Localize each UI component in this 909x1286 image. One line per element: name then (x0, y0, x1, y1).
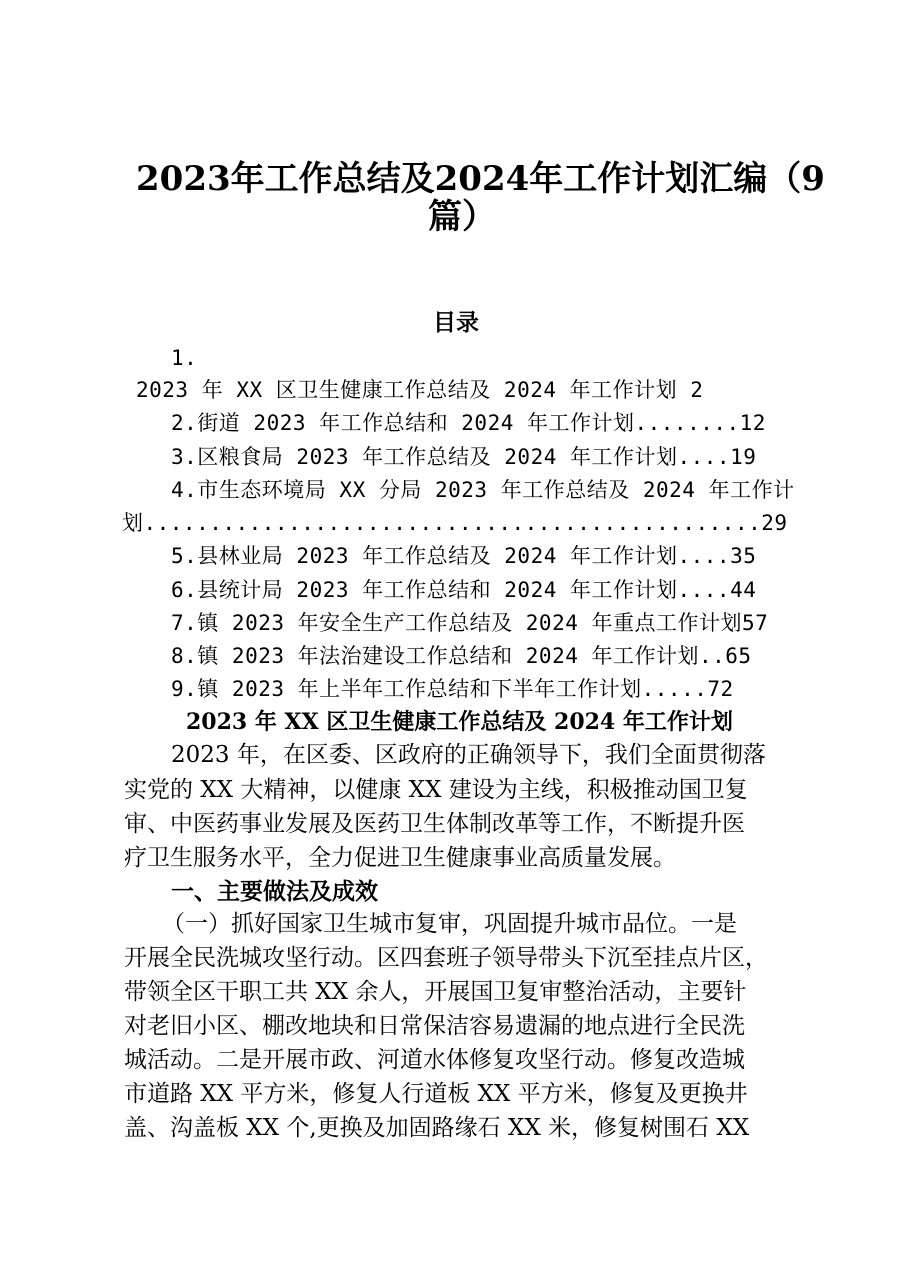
toc-item[interactable]: 6.县统计局 2023 年工作总结和 2024 年工作计划....44 (171, 578, 757, 602)
toc-item[interactable]: 8.镇 2023 年法治建设工作总结和 2024 年工作计划..65 (171, 644, 752, 668)
document-title-line-1: 2023年工作总结及2024年工作计划汇编（9 (136, 159, 825, 199)
paragraph-line: 带领全区干职工共 XX 余人，开展国卫复审整治活动，主要针 (124, 979, 747, 1005)
section-heading: 一、主要做法及成效 (171, 878, 378, 905)
paragraph-line: 城活动。二是开展市政、河道水体修复攻坚行动。修复改造城 (124, 1047, 745, 1073)
toc-item[interactable]: 7.镇 2023 年安全生产工作总结及 2024 年重点工作计划57 (171, 611, 769, 635)
paragraph-line: 实党的 XX 大精神，以健康 XX 建设为主线，积极推动国卫复 (124, 777, 748, 803)
toc-item[interactable]: 1. (171, 346, 198, 370)
paragraph-line: （一）抓好国家卫生城市复审，巩固提升城市品位。一是 (162, 911, 737, 937)
section-title: 2023 年 XX 区卫生健康工作总结及 2024 年工作计划 (186, 709, 733, 735)
toc-item[interactable]: 5.县林业局 2023 年工作总结及 2024 年工作计划....35 (171, 544, 757, 568)
toc-item[interactable]: 2.街道 2023 年工作总结和 2024 年工作计划........12 (171, 411, 766, 435)
toc-heading: 目录 (433, 309, 479, 336)
toc-item[interactable]: 2023 年 XX 区卫生健康工作总结及 2024 年工作计划 2 (136, 378, 704, 402)
paragraph-line: 开展全民洗城攻坚行动。区四套班子领导带头下沉至挂点片区， (124, 945, 768, 971)
paragraph-line: 市道路 XX 平方米，修复人行道板 XX 平方米，修复及更换井 (124, 1081, 748, 1107)
paragraph-line: 盖、沟盖板 XX 个,更换及加固路缘石 XX 米，修复树围石 XX (124, 1115, 750, 1141)
toc-item[interactable]: 3.区粮食局 2023 年工作总结及 2024 年工作计划....19 (171, 445, 757, 469)
toc-item[interactable]: 4.市生态环境局 XX 分局 2023 年工作总结及 2024 年工作计 (171, 478, 795, 502)
paragraph-line: 审、中医药事业发展及医药卫生体制改革等工作，不断提升医 (124, 811, 745, 837)
document-title-line-2: 篇） (428, 197, 496, 237)
toc-item[interactable]: 9.镇 2023 年上半年工作总结和下半年工作计划.....72 (171, 677, 734, 701)
paragraph-line: 2023 年，在区委、区政府的正确领导下，我们全面贯彻落 (171, 742, 766, 768)
paragraph-line: 对老旧小区、棚改地块和日常保洁容易遗漏的地点进行全民洗 (124, 1013, 745, 1039)
toc-item-continuation[interactable]: 划...............................................29 (122, 511, 788, 535)
paragraph-line: 疗卫生服务水平，全力促进卫生健康事业高质量发展。 (124, 845, 676, 871)
